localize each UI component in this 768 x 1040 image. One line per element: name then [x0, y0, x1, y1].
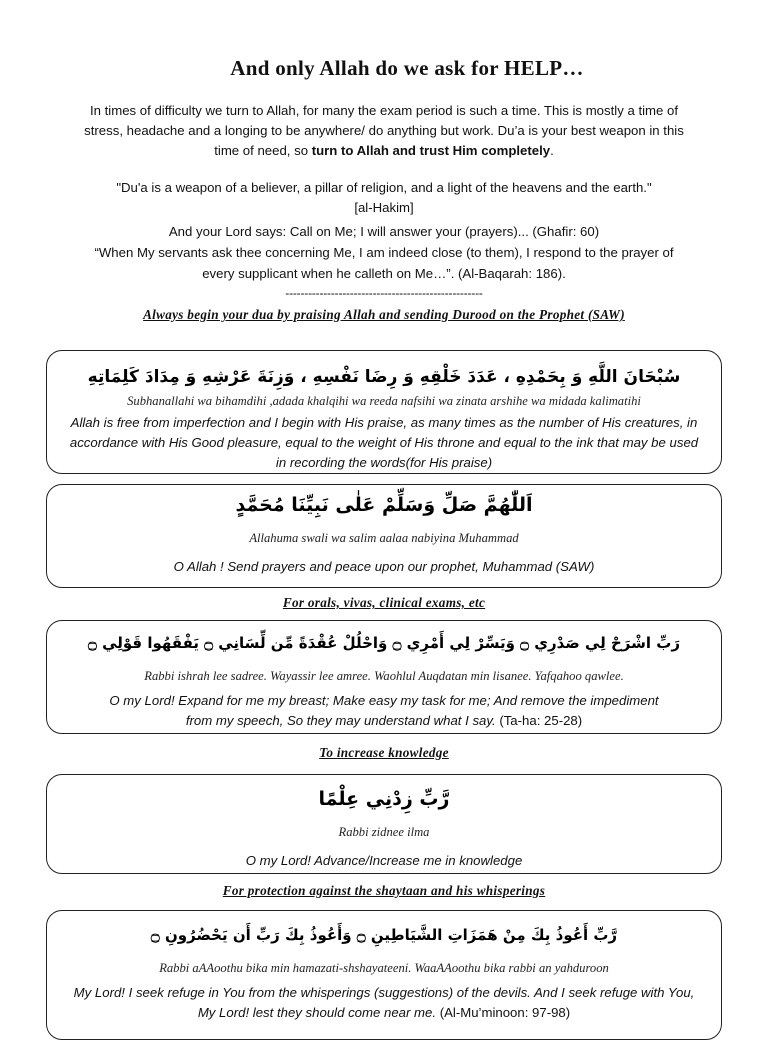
- intro-paragraph: [70, 101, 698, 161]
- dua-arabic: اَللّٰهُمَّ صَلِّ وَسَلِّمْ عَلٰى نَبِيِّنَا مُحَمَّدٍ: [235, 494, 533, 516]
- dua-meaning: O Allah ! Send prayers and peace upon our prophet, Muhammad (SAW): [173, 559, 595, 574]
- intro-text: In times of difficulty we turn to Allah, for many the exam period is such a time. This is mostly a time of stress, headache and a longing to be anywhere/ do anything but work. Du’a is your best weapon in this time of need, so: [84, 103, 684, 158]
- dua-box-refuge: [46, 910, 722, 1040]
- dua-arabic: سُبْحَانَ اللَّهِ وَ بِحَمْدِهِ ، عَدَدَ خَلْقِهِ وَ رِضَا نَفْسِهِ ، وَزِنَةَ عَرْشِهِ وَ مِدَادَ كَلِمَاتِهِ: [87, 367, 681, 387]
- dua-meaning: [47, 691, 721, 731]
- dua-reference: (Ta-ha: 25-28): [499, 713, 583, 728]
- section-heading-praise: Always begin your dua by praising Allah and sending Durood on the Prophet (SAW): [143, 307, 625, 322]
- dua-box-tasbih: [46, 350, 722, 474]
- dua-transliteration: Allahuma swali wa salim aalaa nabiyina Muhammad: [249, 531, 519, 545]
- intro-end: .: [550, 143, 554, 158]
- dua-meaning: [47, 983, 721, 1023]
- dua-transliteration: Subhanallahi wa bihamdihi ,adada khalqihi wa reeda nafsihi wa zinata arshihe wa midada kalimatihi: [127, 394, 641, 408]
- section-heading-protection: For protection against the shaytaan and his whisperings: [222, 883, 546, 898]
- dua-transliteration: Rabbi aAAoothu bika min hamazati-shshayateeni. WaaAAoothu bika rabbi an yahduroon: [159, 961, 609, 975]
- section-heading-orals: For orals, vivas, clinical exams, etc: [282, 595, 486, 610]
- dua-box-salawat: [46, 484, 722, 588]
- verses-block: [40, 221, 728, 284]
- dua-reference: (Al-Mu’minoon: 97-98): [439, 1005, 571, 1020]
- section-heading-knowledge: To increase knowledge: [319, 745, 449, 760]
- dua-meaning-text: My Lord! I seek refuge in You from the whisperings (suggestions) of the devils. And I seek refuge with You, My Lord! lest they should come near me.: [73, 985, 695, 1020]
- dua-arabic: رَبِّ اشْرَحْ لِي صَدْرِي ۝ وَيَسِّرْ لِي أَمْرِي ۝ وَاحْلُلْ عُقْدَةً مِّن لِّسَانِي ۝ يَفْقَهُوا قَوْلِي ۝: [88, 634, 680, 652]
- separator-line: ----------------------------------------------------: [285, 286, 483, 300]
- hadith-quote: "Du'a is a weapon of a believer, a pillar of religion, and a light of the heavens and the earth.": [116, 180, 652, 195]
- dua-box-sharh: [46, 620, 722, 734]
- dua-transliteration: Rabbi zidnee ilma: [338, 825, 430, 839]
- hadith-block: [40, 178, 728, 218]
- dua-arabic: رَّبِّ زِدْنِي عِلْمًا: [318, 788, 450, 810]
- dua-meaning: Allah is free from imperfection and I begin with His praise, as many times as the number of His creatures, in accordance with His Good pleasure, equal to the weight of His throne and equal to the ink that may be used in recording the words(for His praise): [69, 415, 699, 470]
- page-title: And only Allah do we ask for HELP…: [230, 56, 584, 80]
- dua-meaning-text: O my Lord! Expand for me my breast; Make easy my task for me; And remove the impediment from my speech, So they may understand what I say.: [109, 693, 659, 728]
- dua-arabic: رَّبِّ أَعُوذُ بِكَ مِنْ هَمَزَاتِ الشَّيَاطِينِ ۝ وَأَعُوذُ بِكَ رَبِّ أَن يَحْضُرُونِ ۝: [150, 926, 618, 944]
- dua-box-ilm: [46, 774, 722, 874]
- verse-ghafir: And your Lord says: Call on Me; I will answer your (prayers)... (Ghafir: 60): [168, 224, 600, 239]
- dua-transliteration: Rabbi ishrah lee sadree. Wayassir lee amree. Waohlul Auqdatan min lisanee. Yafqahoo qawlee.: [144, 669, 624, 683]
- intro-bold-text: turn to Allah and trust Him completely: [311, 143, 551, 158]
- hadith-source: [al-Hakim]: [354, 200, 414, 215]
- verse-baqarah: “When My servants ask thee concerning Me, I am indeed close (to them), I respond to the prayer of every supplicant when he calleth on Me…”. (Al-Baqarah: 186).: [94, 245, 674, 281]
- dua-meaning: O my Lord! Advance/Increase me in knowledge: [245, 853, 523, 868]
